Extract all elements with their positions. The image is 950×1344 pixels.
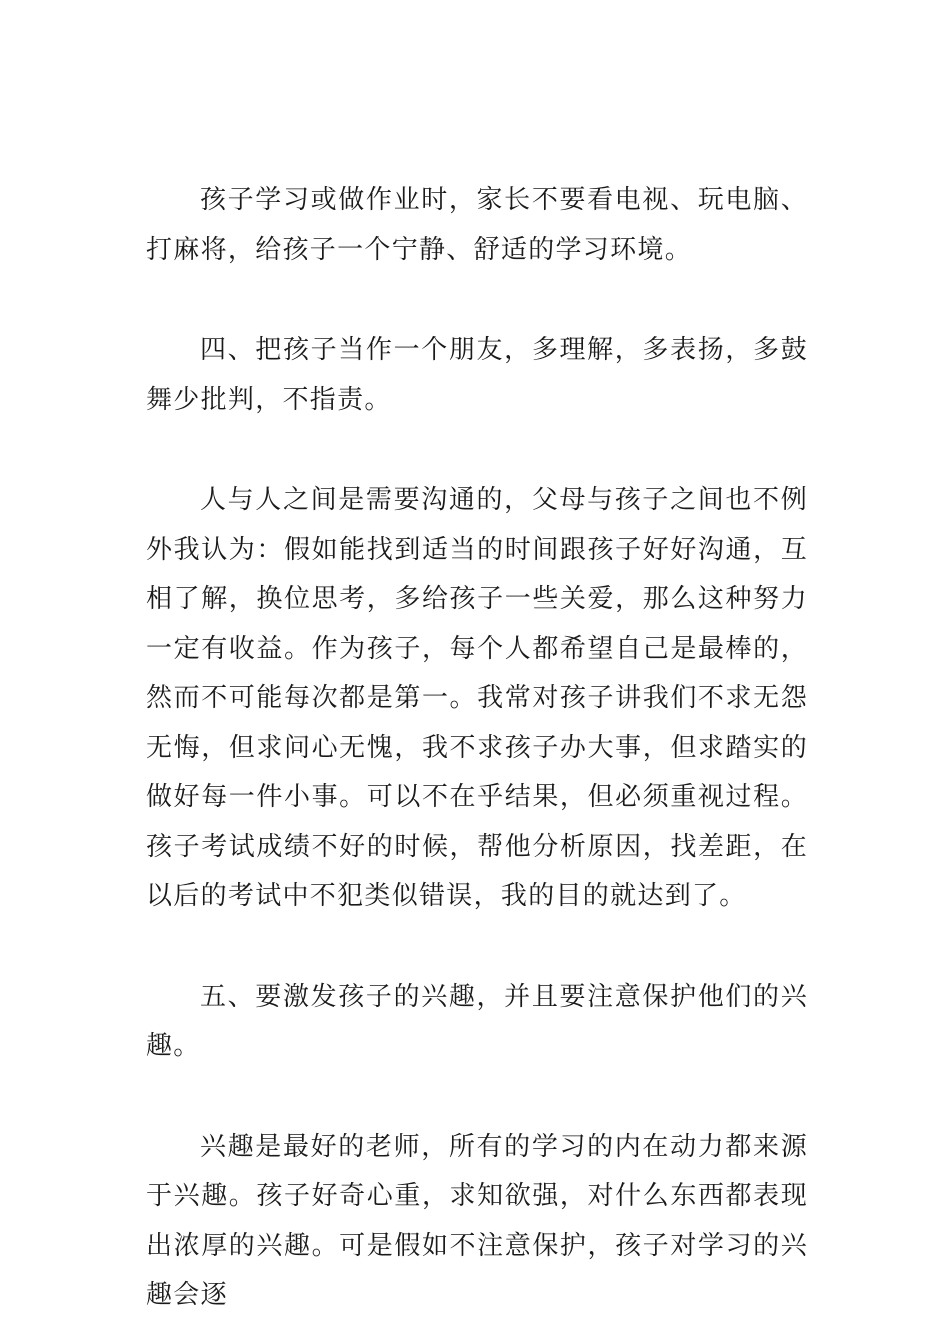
- paragraph-heading-four: 四、把孩子当作一个朋友，多理解，多表扬，多鼓舞少批判，不指责。: [146, 335, 808, 415]
- paragraph-interest: 兴趣是最好的老师，所有的学习的内在动力都来源于兴趣。孩子好奇心重，求知欲强，对什么东西都表现出浓厚的兴趣。可是假如不注意保护，孩子对学习的兴趣会逐: [146, 1131, 808, 1310]
- paragraph-heading-five: 五、要激发孩子的兴趣，并且要注意保护他们的兴趣。: [146, 981, 808, 1061]
- document-body: [146, 176, 808, 1321]
- paragraph-study-environment: 孩子学习或做作业时，家长不要看电视、玩电脑、打麻将，给孩子一个宁静、舒适的学习环境。: [146, 185, 808, 265]
- paragraph-communication: 人与人之间是需要沟通的，父母与孩子之间也不例外我认为：假如能找到适当的时间跟孩子好好沟通，互相了解，换位思考，多给孩子一些关爱，那么这种努力一定有收益。作为孩子，每个人都希望自己是最棒的，然而不可能每次都是第一。我常对孩子讲我们不求无怨无悔，但求问心无愧，我不求孩子办大事，但求踏实的做好每一件小事。可以不在乎结果，但必须重视过程。孩子考试成绩不好的时候，帮他分析原因，找差距，在以后的考试中不犯类似错误，我的目的就达到了。: [146, 485, 808, 911]
